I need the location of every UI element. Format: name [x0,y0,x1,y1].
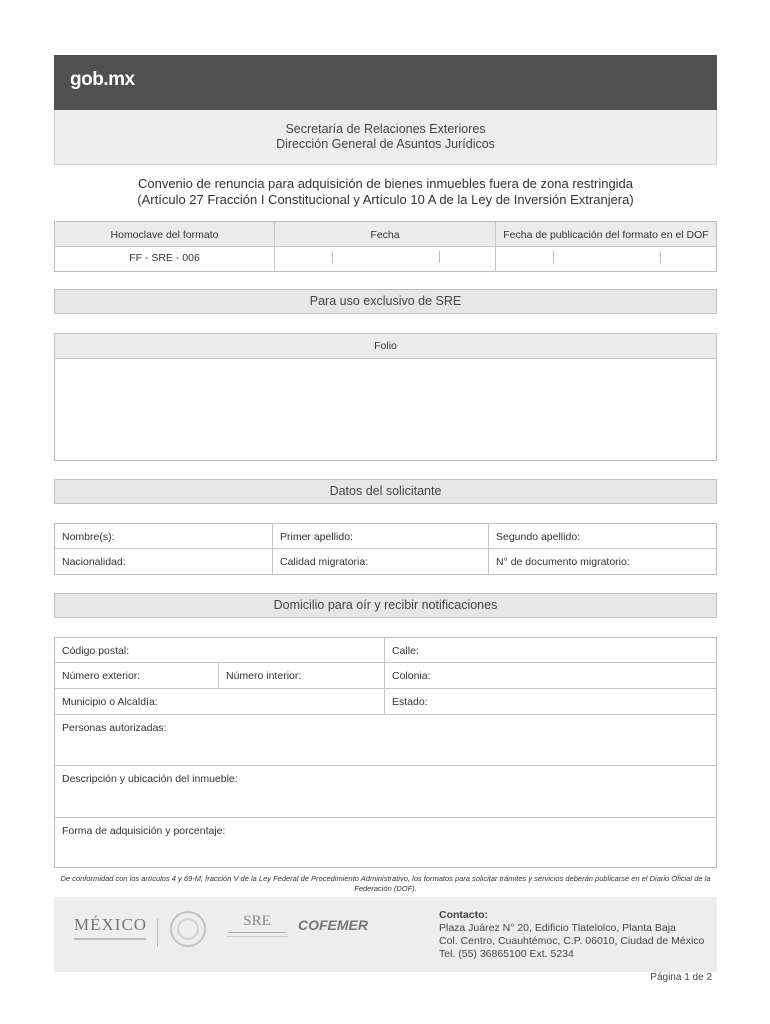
cofemer-logo: COFEMER [298,917,368,933]
fecha-header: Fecha [275,222,496,247]
uso-exclusivo-title: Para uso exclusivo de SRE [54,289,717,314]
gobmx-logo: gob.mx [70,69,135,90]
numero-exterior-field[interactable]: Número exterior: [55,663,219,689]
folio-field[interactable] [55,359,716,460]
folio-box [54,333,717,461]
homoclave-header: Homoclave del formato [55,222,275,247]
convenio-line1: Convenio de renuncia para adquisición de bienes inmuebles fuera de zona restringida [137,176,634,191]
descripcion-inmueble-field[interactable]: Descripción y ubicación del inmueble: [55,766,716,818]
personas-autorizadas-field[interactable]: Personas autorizadas: [55,715,716,766]
coat-of-arms-icon [168,909,208,949]
segundo-apellido-field[interactable]: Segundo apellido: [489,524,716,549]
colonia-field[interactable]: Colonia: [385,663,716,689]
convenio-line2: (Artículo 27 Fracción I Constitucional y Artículo 10 A de la Ley de Inversión Extranjera) [137,191,634,207]
codigo-postal-field[interactable]: Código postal: [55,638,385,663]
contact-address: Plaza Juárez N° 20, Edificio Tlatelolco, Planta Baja [439,922,676,934]
nombre-field[interactable]: Nombre(s): [55,524,273,549]
legal-note: De conformidad con los artículos 4 y 69-M, fracción V de la Ley Federal de Procedimiento Administrativo, los formatos para solicitar trámites y servicios deberán publicarse en el Diario Oficial de la Federación (DOF). [60,874,711,893]
calle-field[interactable]: Calle: [385,638,716,663]
page-number: Página 1 de 2 [650,972,712,983]
sre-logo [224,913,290,940]
solicitante-table [54,523,717,575]
document-title [54,176,717,207]
domicilio-table [54,637,717,868]
mexico-logo [74,915,152,940]
direccion-name: Dirección General de Asuntos Jurídicos [276,137,495,151]
contact-colony: Col. Centro, Cuauhtémoc, C.P. 06010, Ciudad de México [439,935,705,947]
formato-table [54,221,717,272]
fecha-dof-header: Fecha de publicación del formato en el DOF [496,222,716,247]
documento-migratorio-field[interactable]: N° de documento migratorio: [496,556,630,568]
nacionalidad-field[interactable]: Nacionalidad: [55,549,273,574]
contact-block [439,909,704,961]
solicitante-title: Datos del solicitante [54,479,717,504]
fecha-dof-field[interactable] [496,247,716,271]
contact-title: Contacto: [439,909,488,921]
primer-apellido-field[interactable]: Primer apellido: [273,524,489,549]
fecha-field[interactable] [275,247,496,271]
folio-label: Folio [54,333,717,359]
secretaria-name: Secretaría de Relaciones Exteriores [285,122,486,136]
domicilio-title: Domicilio para oír y recibir notificaciones [54,593,717,618]
municipio-field[interactable]: Municipio o Alcaldía: [55,689,385,715]
calidad-migratoria-field[interactable]: Calidad migratoria: [273,549,489,574]
contact-phone: Tel. (55) 36865100 Ext. 5234 [439,948,574,960]
sre-wordmark: SRE [243,913,271,929]
forma-adquisicion-field[interactable]: Forma de adquisición y porcentaje: [62,825,226,837]
footer-divider [157,919,158,947]
gobmx-header [54,55,717,110]
estado-field[interactable]: Estado: [385,689,716,715]
secretaria-block [54,110,717,165]
homoclave-value: FF - SRE - 006 [55,247,275,271]
footer [54,897,717,972]
mexico-wordmark: MÉXICO [74,915,148,934]
numero-interior-field[interactable]: Número interior: [219,663,385,689]
